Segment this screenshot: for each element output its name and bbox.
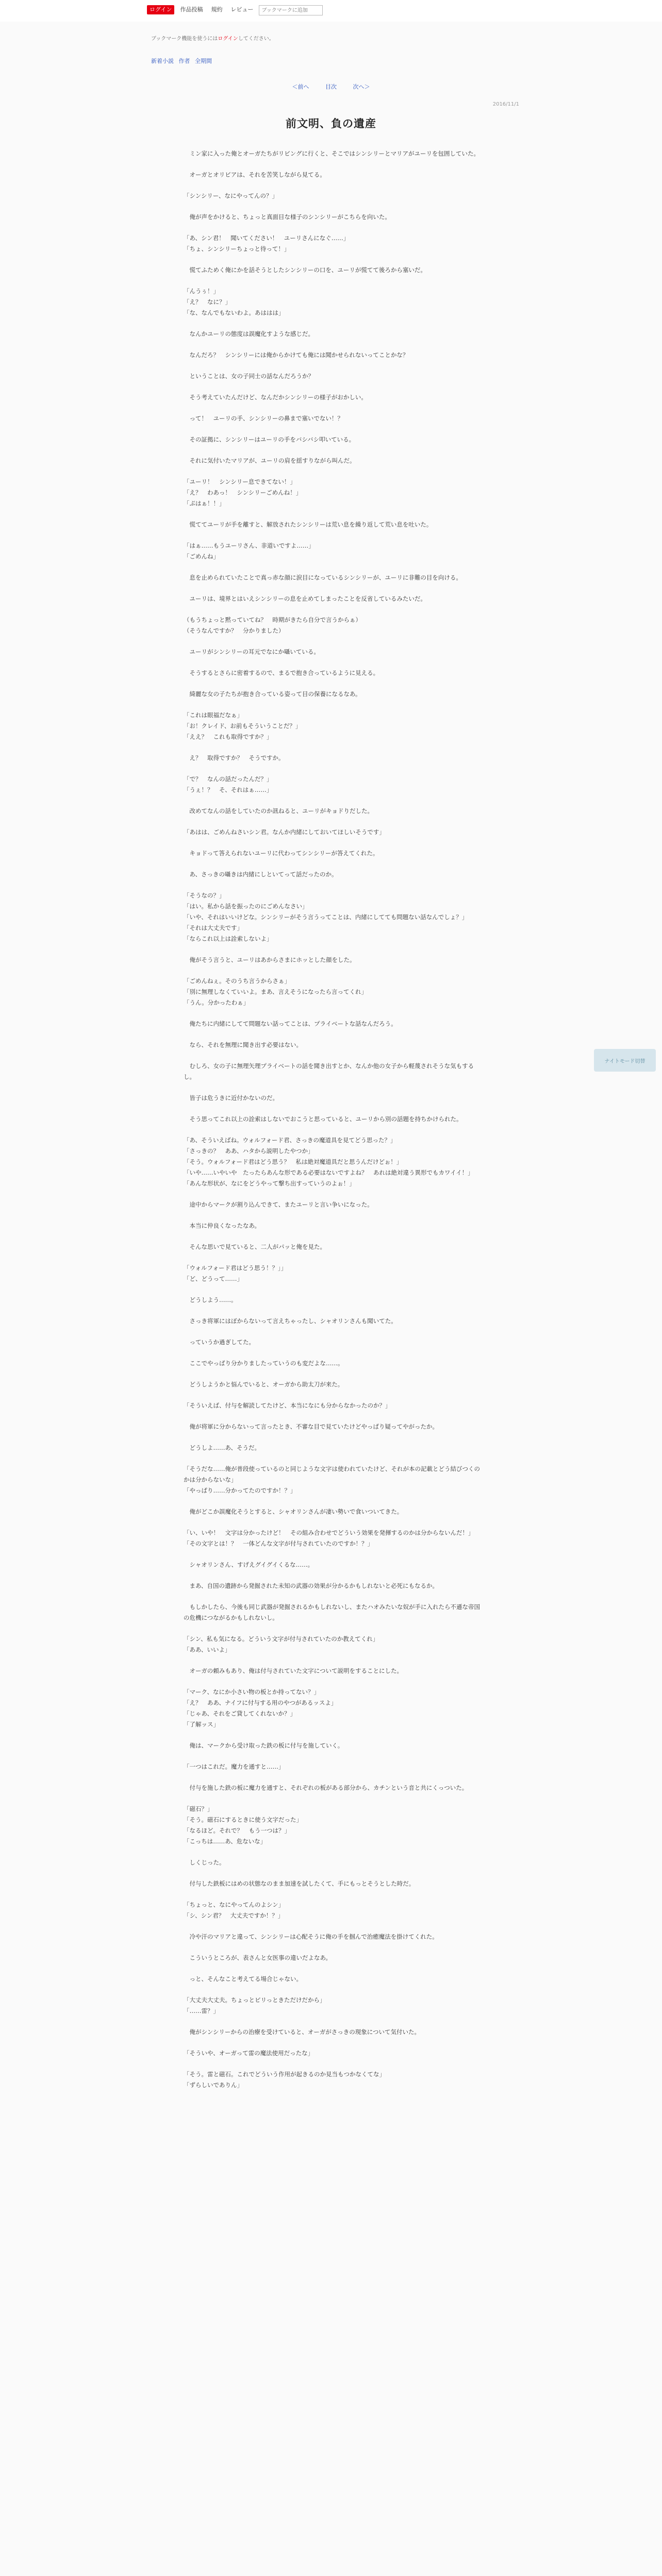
paragraph: 「で？ なんの話だったんだ？」 「うぇ！？ そ、それはぁ……」 xyxy=(184,775,273,793)
paragraph: キョドって答えられないユーリに代わってシンシリーが答えてくれた。 xyxy=(184,850,379,857)
prev-link[interactable]: ＜前へ xyxy=(292,83,309,90)
paragraph: 改めてなんの話をしていたのか訊ねると、ユーリがキョドりだした。 xyxy=(184,807,373,815)
paragraph: 俺は、マークから受け取った鉄の板に付与を施していく。 xyxy=(184,1742,344,1749)
bookmark-input[interactable] xyxy=(259,5,323,15)
paragraph: 「そういえば、付与を解読してたけど、本当になにも分からなかったのか？」 xyxy=(184,1402,391,1409)
paragraph: そんな思いで見ていると、二人がパッと俺を見た。 xyxy=(184,1243,326,1250)
paragraph: オーガとオリビアは、それを苦笑しながら見てる。 xyxy=(184,171,326,178)
paragraph: こういうところが、表さんと女医事の違いだよなあ。 xyxy=(184,1954,332,1961)
paragraph: そうするとさらに密着するので、まるで抱き合っているように見える。 xyxy=(184,669,379,676)
paragraph: 俺が将軍に分からないって言ったとき、不審な目で見ていたけどやっぱり疑ってやがったか。 xyxy=(184,1423,439,1430)
paragraph: 「磁石？」 「そう。磁石にするときに使う文字だった」 「なるほど。それで？ もう一つは？」 「こっちは……あ、危ないな」 xyxy=(184,1805,302,1845)
paragraph: どうしよう……。 xyxy=(184,1296,237,1303)
paragraph: しくじった。 xyxy=(184,1859,225,1866)
nav-item-review[interactable]: レビュー xyxy=(230,6,254,13)
paragraph: そう考えていたんだけど、なんだかシンシリーの様子がおかしい。 xyxy=(184,394,367,401)
paragraph: オーガの頼みもあり、俺は付与されていた文字について説明をすることにした。 xyxy=(184,1667,403,1674)
chapter-pager xyxy=(0,82,662,91)
paragraph: 「マーク、なにか小さい物の板とか持ってない？」 「え？ ああ、ナイフに付与する用のやつがあるッスよ」 「じゃあ、それをご貸してくれないか？」 「了解ッス」 xyxy=(184,1688,337,1728)
paragraph: ユーリがシンシリーの耳元でなにか囁いている。 xyxy=(184,648,320,655)
paragraph: 「んうぅ！」 「え？ なに？」 「な、なんでもないわよ。あははは」 xyxy=(184,287,285,316)
night-mode-button[interactable]: ナイトモード切替 xyxy=(594,1049,656,1072)
notice-prefix: ブックマーク機能を使うには xyxy=(151,36,218,42)
paragraph: まあ、自国の遺跡から発掘された未知の武器の効果が分かるかもしれないと必死にもなるか。 xyxy=(184,1582,439,1589)
paragraph: っと、そんなこと考えてる場合じゃない。 xyxy=(184,1975,302,1982)
top-bar xyxy=(0,0,662,22)
paragraph: 「そうだな……俺が普段使っているのと同じような文字は使われていたけど、それが本の記載とどう結びつくのかは分からないな」 「やっぱり……分かってたのですか！？」 xyxy=(184,1465,480,1494)
notice-suffix: してください。 xyxy=(238,36,274,42)
notice-login-link[interactable]: ログイン xyxy=(218,36,238,42)
paragraph: 「あ、そういえばね。ウォルフォード君、さっきの魔道具を見てどう思った？」 「さっきの？ ああ、ハタから説明したやつか」 「そう。ウォルフォード君はどう思う？ 私は絶対魔道具だと思うんだけどぉ！」 「いや……いやいや たったらあんな形である必要はないですよね？ あれは絶対違う異形でもカワイイ！」 「あんな形状が、なにをどうやって撃ち出すっていうのよぉ！」 xyxy=(184,1137,474,1187)
nav-item-rules[interactable]: 規約 xyxy=(211,6,223,13)
paragraph: （もうちょっと黙っていてね？ 時期がきたら自分で言うからぁ） （そうなんですか？ 分かりました） xyxy=(184,616,361,634)
breadcrumb-new-novels[interactable]: 新着小説 xyxy=(151,58,174,64)
paragraph: その証拠に、シンシリーはユーリの手をバシバシ叩いている。 xyxy=(184,436,355,443)
paragraph: なんだろ？ シンシリーには俺からかけても俺には聞かせられないってことかな？ xyxy=(184,351,409,359)
paragraph: 「そういや、オーガって雷の魔法使用だったな」 xyxy=(184,2049,314,2057)
publish-date: 2016/11/1 xyxy=(492,101,519,107)
next-link[interactable]: 次へ＞ xyxy=(353,83,370,90)
paragraph: 「そうなの？」 「はい。私から話を振ったのにごめんなさい」 「いや、それはいいけどな。シンシリーがそう言うってことは、内緒にしてても問題ない話なんでしょ？」 「それは大丈夫です」 「ならこれ以上は詮索しないよ」 xyxy=(184,892,468,942)
paragraph: 「大丈夫大丈夫。ちょっとビリっときただけだから」 「……雷？」 xyxy=(184,1996,326,2014)
toc-link[interactable]: 目次 xyxy=(325,83,337,90)
paragraph: 「シンシリー、なにやってんの？」 xyxy=(184,192,278,199)
paragraph: 皆子は危うきに近付かないのだ。 xyxy=(184,1094,278,1101)
paragraph: 「はぁ……もうユーリさん、非道いですよ……」 「ごめんね」 xyxy=(184,542,315,560)
paragraph: 俺がそう言うと、ユーリはあからさまにホッとした顔をした。 xyxy=(184,956,356,963)
breadcrumb xyxy=(151,57,215,65)
nav-item-submit[interactable]: 作品投稿 xyxy=(180,6,203,13)
paragraph: 「あはは、ごめんねさいシン君。なんか内緒にしておいてほしいそうです」 xyxy=(184,828,385,836)
paragraph: それに気付いたマリアが、ユーリの肩を揺すりながら叫んだ。 xyxy=(184,457,356,464)
paragraph: 「あ、シン君！ 聞いてください！ ユーリさんになぐ……」 「ちょ、シンシリーちょっと待って！」 xyxy=(184,234,350,252)
paragraph: 冷や汗のマリアと違って、シンシリーは心配そうに俺の手を掴んで治癒魔法を掛けてくれた。 xyxy=(184,1933,438,1940)
paragraph: 俺がシンシリーからの治療を受けていると、オーガがさっきの現象について気付いた。 xyxy=(184,2028,420,2036)
paragraph: あ、さっきの囁きは内緒にしといてって話だったのか。 xyxy=(184,871,338,878)
paragraph: って！ ユーリの手、シンシリーの鼻まで塞いでない！？ xyxy=(184,415,343,422)
login-button[interactable]: ログイン xyxy=(147,5,174,14)
paragraph: なら、それを無理に聞き出す必要はない。 xyxy=(184,1041,302,1048)
breadcrumb-all-time[interactable]: 全期間 xyxy=(195,58,212,64)
paragraph: ここでやっぱり分かりましたっていうのも変だよな……。 xyxy=(184,1360,344,1367)
chapter-body xyxy=(184,148,486,2101)
paragraph: もしかしたら、今後も同じ武器が発掘されるかもしれないし、またハオみたいな奴が手に入れたら不遜な帝国の危機につながるかもしれないし。 xyxy=(184,1603,480,1621)
paragraph: 俺が声をかけると、ちょっと真面目な様子のシンシリーがこちらを向いた。 xyxy=(184,213,391,221)
paragraph: 途中からマークが割り込んできて、またユーリと言い争いになった。 xyxy=(184,1201,373,1208)
paragraph: ということは、女の子同士の話なんだろうか？ xyxy=(184,372,314,380)
paragraph: ミン家に入った俺とオーガたちがリビングに行くと、そこではシンシリーとマリアがユーリを包囲していた。 xyxy=(184,150,479,157)
paragraph: 「ちょっと、なにやってんのよシン」 「シ、シン君？ 大丈夫ですか！？」 xyxy=(184,1901,285,1919)
paragraph: 「い、いや！ 文字は分かったけど！ その組み合わせでどういう効果を発揮するのかは分からないんだ！」 「その文字とは！？ 一体どんな文字が付与されていたのですか！？」 xyxy=(184,1529,474,1547)
paragraph: むしろ、女の子に無理矢理プライベートの話を聞き出すとか、なんか他の女子から軽蔑されそうな気もするし。 xyxy=(184,1062,474,1080)
chapter-title: 前文明、負の遺産 xyxy=(286,117,376,130)
paragraph: 息を止められていたことで真っ赤な顔に涙目になっているシンシリーが、ユーリに非難の目を向ける。 xyxy=(184,574,462,581)
paragraph: ユーリは、境界とはいえシンシリーの息を止めてしまったことを反省しているみたいだ。 xyxy=(184,595,426,602)
paragraph: 本当に仲良くなったなあ。 xyxy=(184,1222,261,1229)
paragraph: 「これは眼福だなぁ」 「お！クレイド、お前もそういうことだ？」 「ええ？ これも取得ですか？」 xyxy=(184,711,302,740)
paragraph: そう思ってこれ以上の詮索はしないでおこうと思っていると、ユーリから別の話題を持ちかけられた。 xyxy=(184,1115,462,1123)
paragraph: え？ 取得ですか？ そうですか。 xyxy=(184,754,285,761)
paragraph: 付与を施した鉄の板に魔力を通すと、それぞれの板がある部分から、カチンという音と共にくっついた。 xyxy=(184,1784,468,1791)
paragraph: どうしよ……あ、そうだ。 xyxy=(184,1444,261,1451)
paragraph: っていうか過ぎしてた。 xyxy=(184,1338,255,1346)
paragraph: 「そう。雷と磁石。これでどういう作用が起きるのか見当もつかなくてな」 「ずらしいでありん」 xyxy=(184,2071,385,2089)
paragraph: 「ユーリ！ シンシリー息できてない！」 「え？ わあっ！ シンシリーごめんね！」 「ぷはぁ！！」 xyxy=(184,478,302,507)
paragraph: 「一つはこれだ。魔力を通すと……」 xyxy=(184,1763,285,1770)
login-notice xyxy=(151,34,274,42)
paragraph: 付与した鉄板にはめの状態なのまま加速を試したくて、手にもっとそうとした時だ。 xyxy=(184,1880,415,1887)
breadcrumb-author[interactable]: 作者 xyxy=(178,58,190,64)
paragraph: 慌てふためく俺にかを話そうとしたシンシリーの口を、ユーリが慌てて後ろから塞いだ。 xyxy=(184,266,426,274)
paragraph: 「ごめんねぇ。そのうち言うからさぁ」 「別に無理しなくていいよ。まあ、言えそうになったら言ってくれ」 「うん。分かったわぁ」 xyxy=(184,977,368,1006)
paragraph: 「ウォルフォード君はどう思う！？」」 「ど、どうって……」 xyxy=(184,1264,287,1282)
paragraph: 俺がどこか誤魔化そうとすると、シャオリンさんが凄い勢いで食いついてきた。 xyxy=(184,1508,403,1515)
paragraph: さっき将軍にはぼからないって言えちゃったし、シャオリンさんも聞いてた。 xyxy=(184,1317,397,1325)
paragraph: どうしようかと悩んでいると、オーガから助太刀が来た。 xyxy=(184,1381,344,1388)
paragraph: 「シン、私も気になる。どういう文字が付与されていたのか教えてくれ」 「ああ、いいよ」 xyxy=(184,1635,379,1653)
paragraph: 慌ててユーリが手を離すと、解放されたシンシリーは荒い息を繰り返して荒い息を吐いた。 xyxy=(184,521,433,528)
paragraph: なんかユーリの態度は誤魔化すような感じだ。 xyxy=(184,330,314,337)
paragraph: シャオリンさん、すげえグイグイくるな……。 xyxy=(184,1561,314,1568)
paragraph: 俺たちに内緒にしてて問題ない話ってことは、プライベートな話なんだろう。 xyxy=(184,1020,397,1027)
paragraph: 綺麗な女の子たちが抱き合っている姿って目の保養になるなあ。 xyxy=(184,690,361,698)
